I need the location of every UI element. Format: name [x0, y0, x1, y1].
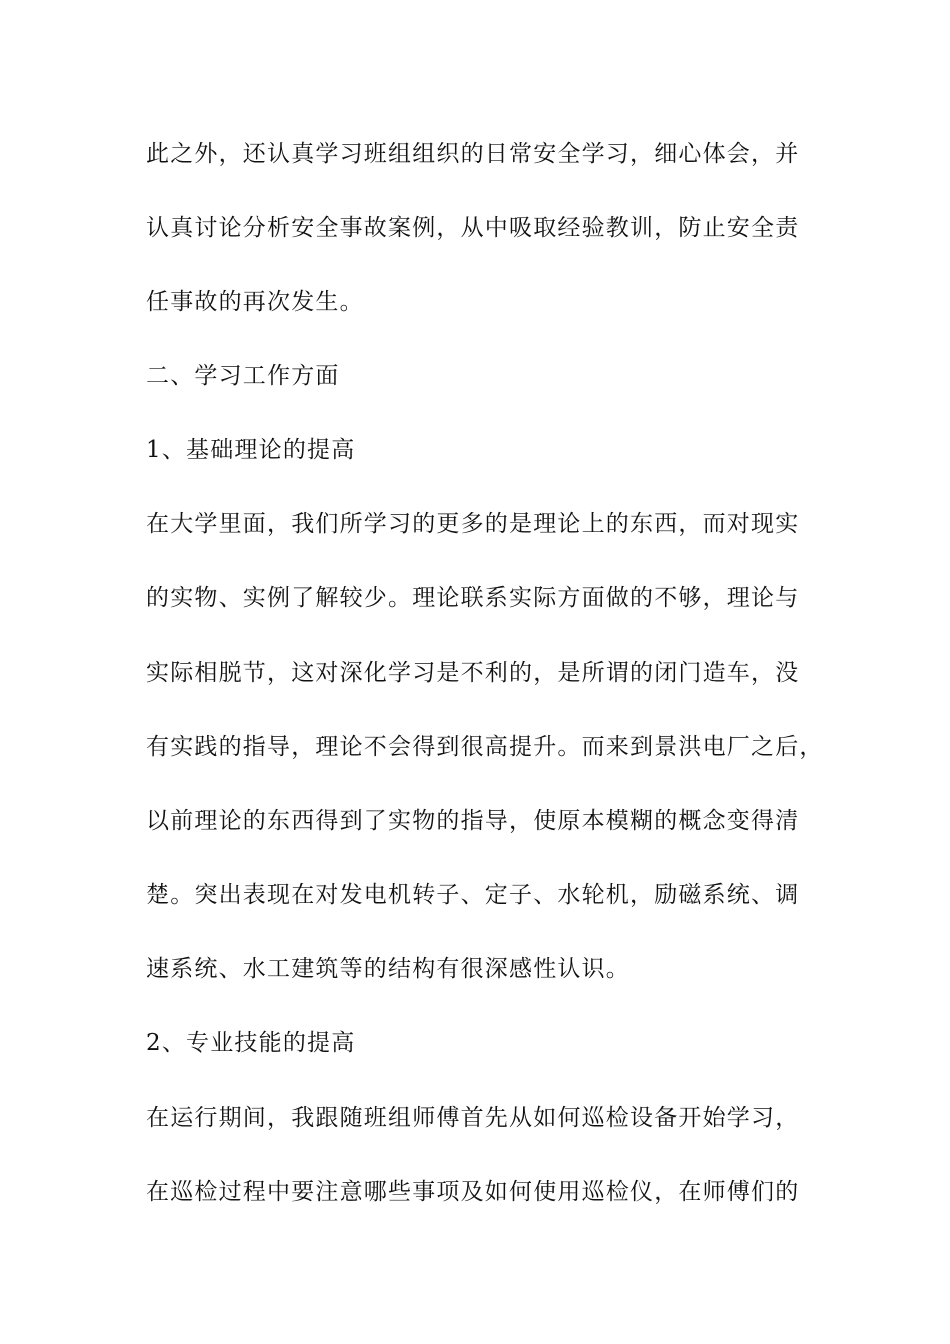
paragraph-line: 任事故的再次发生。 — [146, 289, 364, 315]
paragraph-line: 速系统、水工建筑等的结构有很深感性认识。 — [146, 956, 630, 982]
paragraph-line: 实际相脱节，这对深化学习是不利的，是所谓的闭门造车，没 — [146, 660, 800, 686]
paragraph-line: 在大学里面，我们所学习的更多的是理论上的东西，而对现实 — [146, 511, 800, 537]
paragraph-line: 以前理论的东西得到了实物的指导，使原本模糊的概念变得清 — [146, 808, 800, 834]
paragraph-line: 有实践的指导，理论不会得到很高提升。而来到景洪电厂之后， — [146, 734, 824, 760]
section-heading: 二、学习工作方面 — [146, 363, 340, 389]
paragraph-line: 的实物、实例了解较少。理论联系实际方面做的不够，理论与 — [146, 585, 800, 611]
paragraph-line: 在运行期间，我跟随班组师傅首先从如何巡检设备开始学习， — [146, 1105, 800, 1131]
paragraph-line: 在巡检过程中要注意哪些事项及如何使用巡检仪，在师傅们的 — [146, 1179, 800, 1205]
paragraph-line: 此之外，还认真学习班组组织的日常安全学习，细心体会，并 — [146, 141, 800, 167]
subsection-heading: 2、专业技能的提高 — [146, 1030, 356, 1056]
paragraph-line: 楚。突出表现在对发电机转子、定子、水轮机，励磁系统、调 — [146, 882, 800, 908]
paragraph-line: 认真讨论分析安全事故案例，从中吸取经验教训，防止安全责 — [146, 215, 800, 241]
subsection-heading: 1、基础理论的提高 — [146, 437, 356, 463]
